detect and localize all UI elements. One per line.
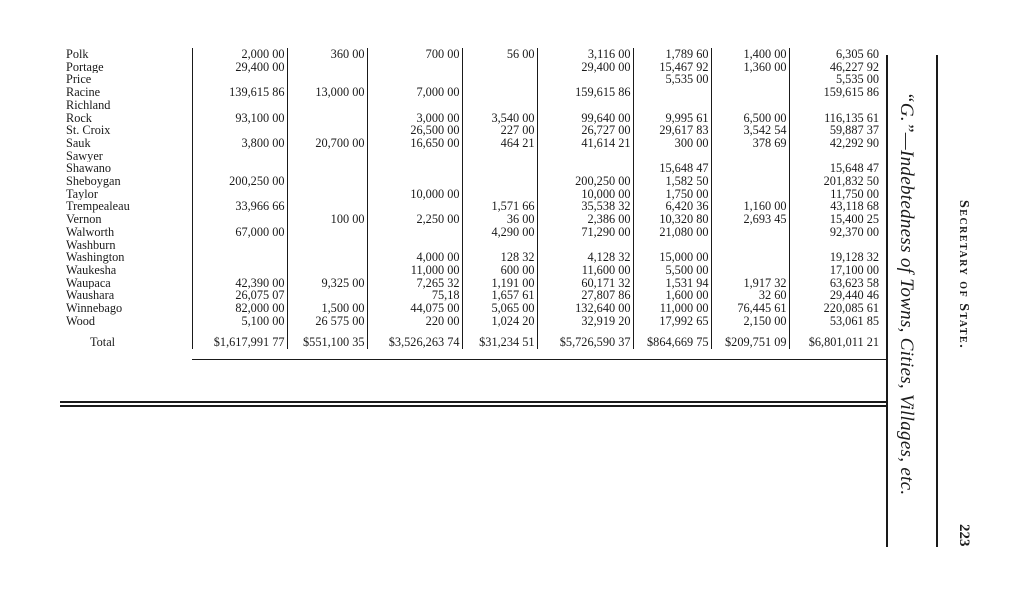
cell: 1,657 61 [462,289,537,302]
county-name: Waupaca [66,276,111,290]
cell: 6,305 60 [789,48,881,61]
cell: 32 60 [711,289,789,302]
cell: 5,535 00 [789,73,881,86]
county-name: Sauk [66,136,91,150]
cell: 41,614 21 [537,137,633,150]
cell: 4,128 32 [537,251,633,264]
cell [287,239,367,252]
cell [789,239,881,252]
cell [287,226,367,239]
total-cell: $6,801,011 21 [789,327,881,349]
cell: 1,789 60 [633,48,711,61]
page-number: 223 [956,524,972,547]
cell [287,61,367,74]
cell: 44,075 00 [367,302,462,315]
cell: 32,919 20 [537,315,633,328]
cell: 1,191 00 [462,277,537,290]
indebtedness-table [60,48,881,349]
table-row [60,188,881,201]
cell [192,162,287,175]
table-row [60,239,881,252]
cell: 26,727 00 [537,124,633,137]
cell: 16,650 00 [367,137,462,150]
cell: 4,000 00 [367,251,462,264]
county-name: Rock [66,111,92,125]
cell: 100 00 [287,213,367,226]
cell: 4,290 00 [462,226,537,239]
cell: 1,531 94 [633,277,711,290]
cell [711,251,789,264]
cell [537,150,633,163]
cell [367,239,462,252]
cell: 75,18 [367,289,462,302]
cell [287,200,367,213]
cell [633,99,711,112]
cell: 26,075 07 [192,289,287,302]
cell: 5,065 00 [462,302,537,315]
cell: 1,571 66 [462,200,537,213]
cell [711,150,789,163]
cell: 99,640 00 [537,112,633,125]
county-name: Vernon [66,213,102,226]
cell: 6,420 36 [633,200,711,213]
total-row [60,327,881,349]
cell: 1,750 00 [633,188,711,201]
cell: 21,080 00 [633,226,711,239]
table-row [60,277,881,290]
county-name: Winnebago [66,302,123,315]
cell [711,99,789,112]
cell [711,226,789,239]
table-row [60,213,881,226]
cell [462,73,537,86]
cell: 128 32 [462,251,537,264]
cell [462,239,537,252]
county-name: Sheboygan [66,175,121,188]
cell: 220,085 61 [789,302,881,315]
cell [633,239,711,252]
cell [537,73,633,86]
cell [367,99,462,112]
cell: 9,995 61 [633,112,711,125]
cell: 159,615 86 [789,86,881,99]
cell [711,264,789,277]
cell: 10,000 00 [537,188,633,201]
cell: 5,100 00 [192,315,287,328]
cell: 29,440 46 [789,289,881,302]
cell [711,73,789,86]
cell [192,239,287,252]
cell: 1,917 32 [711,277,789,290]
cell [287,150,367,163]
cell: 15,467 92 [633,61,711,74]
cell: 17,100 00 [789,264,881,277]
cell: 7,265 32 [367,277,462,290]
cell [192,99,287,112]
cell [462,188,537,201]
cell [711,188,789,201]
cell [367,150,462,163]
county-name: Portage [66,60,104,74]
cell [789,99,881,112]
cell: 26,500 00 [367,124,462,137]
cell [711,162,789,175]
cell: 29,400 00 [192,61,287,74]
total-rule [192,359,887,360]
cell [192,213,287,226]
cell: 201,832 50 [789,175,881,188]
cell: 464 21 [462,137,537,150]
bottom-double-rule-upper [60,401,887,403]
total-cell: $31,234 51 [462,327,537,349]
cell: 116,135 61 [789,112,881,125]
cell: 2,000 00 [192,48,287,61]
cell [192,73,287,86]
cell [462,61,537,74]
cell: 11,750 00 [789,188,881,201]
cell: 92,370 00 [789,226,881,239]
cell: 2,250 00 [367,213,462,226]
table-row [60,61,881,74]
cell: 1,600 00 [633,289,711,302]
county-name: Wood [66,314,96,328]
county-name: Washington [66,251,125,264]
cell: 1,400 00 [711,48,789,61]
cell [462,99,537,112]
cell [192,124,287,137]
cell: 3,116 00 [537,48,633,61]
cell [367,226,462,239]
cell: 13,000 00 [287,86,367,99]
cell: 220 00 [367,315,462,328]
cell: 29,400 00 [537,61,633,74]
cell: 46,227 92 [789,61,881,74]
cell [287,289,367,302]
county-name: Taylor [66,187,98,201]
cell: 35,538 32 [537,200,633,213]
cell [462,162,537,175]
total-label: Total [90,335,116,350]
cell: 56 00 [462,48,537,61]
cell: 20,700 00 [287,137,367,150]
cell [287,188,367,201]
cell: 17,992 65 [633,315,711,328]
table-row [60,73,881,86]
county-name: Sawyer [66,149,103,163]
cell: 42,390 00 [192,277,287,290]
table-row [60,289,881,302]
cell: 15,648 47 [789,162,881,175]
table-row [60,124,881,137]
table-row [60,99,881,112]
cell: 139,615 86 [192,86,287,99]
cell: 3,542 54 [711,124,789,137]
cell [633,86,711,99]
cell: 15,648 47 [633,162,711,175]
cell: 93,100 00 [192,112,287,125]
county-name: Walworth [66,225,115,239]
cell: 5,535 00 [633,73,711,86]
cell: 15,400 25 [789,213,881,226]
cell: 76,445 61 [711,302,789,315]
cell: 19,128 32 [789,251,881,264]
cell [367,175,462,188]
cell: 6,500 00 [711,112,789,125]
cell [537,239,633,252]
office-heading: Secretary of State. [956,200,971,350]
cell: 227 00 [462,124,537,137]
section-heading: “G.”—Indebtedness of Towns, Cities, Villages, etc. [896,92,917,496]
cell: 42,292 90 [789,137,881,150]
cell [633,150,711,163]
cell: 59,887 37 [789,124,881,137]
table-row [60,200,881,213]
county-name: Waushara [66,289,115,303]
cell: 300 00 [633,137,711,150]
cell [287,162,367,175]
county-name: Waukesha [66,263,117,277]
cell: 9,325 00 [287,277,367,290]
cell [367,162,462,175]
cell [192,264,287,277]
county-name: Racine [66,86,101,99]
cell [537,162,633,175]
cell: 200,250 00 [537,175,633,188]
cell: 132,640 00 [537,302,633,315]
cell [287,124,367,137]
cell: 71,290 00 [537,226,633,239]
total-cell: $5,726,590 37 [537,327,633,349]
cell [367,73,462,86]
county-name: Polk [66,48,89,61]
table-row [60,315,881,328]
cell: 2,386 00 [537,213,633,226]
total-cell: $209,751 09 [711,327,789,349]
cell [462,150,537,163]
table-row [60,150,881,163]
cell [462,175,537,188]
cell [711,86,789,99]
cell [287,264,367,277]
table-row [60,175,881,188]
county-name: Trempealeau [66,200,130,214]
cell [711,239,789,252]
cell: 3,000 00 [367,112,462,125]
cell [192,188,287,201]
cell: 2,693 45 [711,213,789,226]
total-cell: $864,669 75 [633,327,711,349]
cell: 1,500 00 [287,302,367,315]
cell: 11,000 00 [633,302,711,315]
cell: 33,966 66 [192,200,287,213]
table-row [60,264,881,277]
total-cell: $1,617,991 77 [192,327,287,349]
cell: 67,000 00 [192,226,287,239]
cell [367,200,462,213]
total-cell: $551,100 35 [287,327,367,349]
table-row [60,86,881,99]
cell: 15,000 00 [633,251,711,264]
cell: 360 00 [287,48,367,61]
table-row [60,162,881,175]
cell [287,251,367,264]
cell: 600 00 [462,264,537,277]
table-row [60,302,881,315]
cell [789,150,881,163]
cell: 27,807 86 [537,289,633,302]
cell [537,99,633,112]
cell: 36 00 [462,213,537,226]
cell: 5,500 00 [633,264,711,277]
cell: 10,320 80 [633,213,711,226]
cell: 700 00 [367,48,462,61]
cell: 378 69 [711,137,789,150]
table-row [60,226,881,239]
cell: 159,615 86 [537,86,633,99]
cell: 1,360 00 [711,61,789,74]
table-row [60,48,881,61]
cell: 60,171 32 [537,277,633,290]
table-body [60,48,881,349]
cell: 53,061 85 [789,315,881,328]
total-cell: $3,526,263 74 [367,327,462,349]
cell [192,150,287,163]
cell [287,73,367,86]
margin-rule [886,55,888,547]
cell: 1,160 00 [711,200,789,213]
county-name: Price [66,73,92,87]
cell: 3,540 00 [462,112,537,125]
cell: 1,582 50 [633,175,711,188]
cell: 10,000 00 [367,188,462,201]
cell: 200,250 00 [192,175,287,188]
table-row [60,137,881,150]
cell [192,251,287,264]
cell: 2,150 00 [711,315,789,328]
county-name: Richland [66,98,111,112]
cell [287,175,367,188]
table-row [60,112,881,125]
cell [287,112,367,125]
county-name: Washburn [66,238,116,252]
cell [287,99,367,112]
cell [462,86,537,99]
cell: 26 575 00 [287,315,367,328]
cell: 43,118 68 [789,200,881,213]
cell: 7,000 00 [367,86,462,99]
county-name: St. Croix [66,124,111,137]
table-row [60,251,881,264]
county-name: Shawano [66,162,112,176]
cell: 3,800 00 [192,137,287,150]
cell: 63,623 58 [789,277,881,290]
cell: 11,000 00 [367,264,462,277]
outer-margin-rule [936,55,938,547]
cell [711,175,789,188]
cell [367,61,462,74]
cell: 82,000 00 [192,302,287,315]
bottom-double-rule-lower [60,405,887,407]
cell: 11,600 00 [537,264,633,277]
cell: 1,024 20 [462,315,537,328]
cell: 29,617 83 [633,124,711,137]
